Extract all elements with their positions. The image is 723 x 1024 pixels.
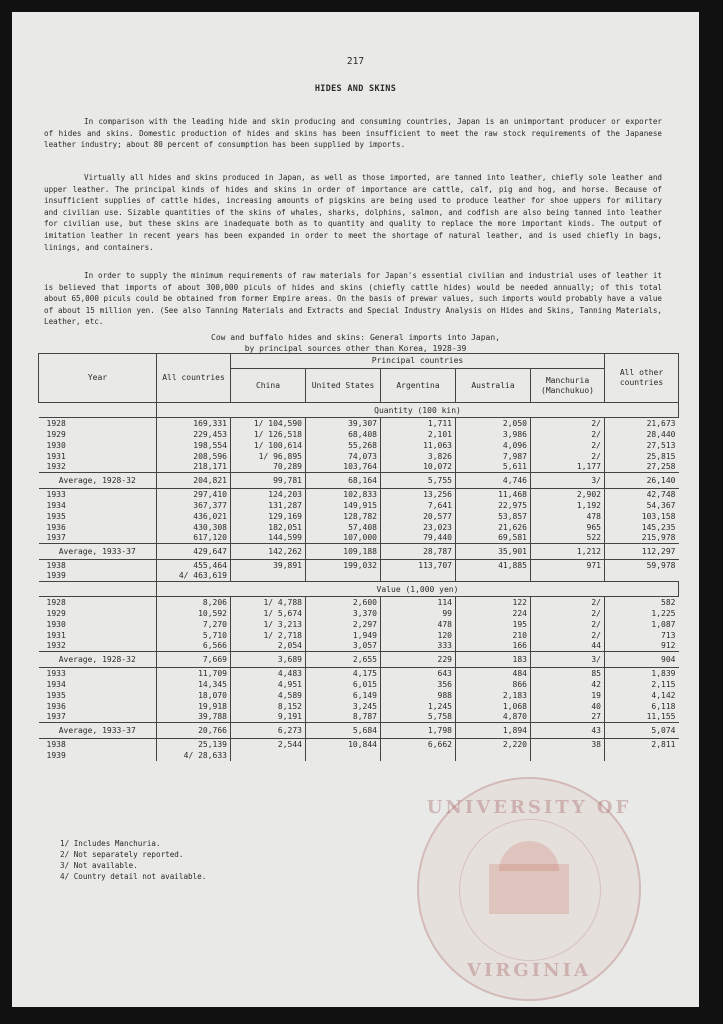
cell-us: 3,370	[306, 608, 381, 619]
row-year: 1935	[39, 690, 157, 701]
cell-arg: 5,758	[381, 712, 456, 723]
cell-man: 2,902	[531, 489, 605, 500]
table-row	[39, 668, 679, 679]
header-year: Year	[39, 354, 157, 403]
cell-aus: 53,857	[456, 511, 531, 522]
cell-man: 965	[531, 522, 605, 533]
table-row	[39, 418, 679, 429]
cell-other: 27,258	[605, 462, 679, 473]
cell-us: 10,844	[306, 739, 381, 750]
table-row	[39, 641, 679, 652]
cell-aus: 3,986	[456, 429, 531, 440]
cell-arg: 28,787	[381, 544, 456, 560]
cell-us: 2,297	[306, 619, 381, 630]
table-row	[39, 429, 679, 440]
cell-arg: 2,101	[381, 429, 456, 440]
cell-arg: 478	[381, 619, 456, 630]
cell-china: 3,689	[231, 652, 306, 668]
cell-us: 1,949	[306, 630, 381, 641]
cell-arg: 229	[381, 652, 456, 668]
cell-aus: 4,096	[456, 440, 531, 451]
cell-all: 169,331	[157, 418, 231, 429]
cell-other: 1,087	[605, 619, 679, 630]
cell-us: 3,057	[306, 641, 381, 652]
cell-aus: 183	[456, 652, 531, 668]
cell-arg	[381, 750, 456, 761]
section-row	[39, 582, 679, 597]
cell-man: 1,177	[531, 462, 605, 473]
header-all-other: All other countries	[605, 354, 679, 403]
cell-china: 1/ 4,788	[231, 597, 306, 608]
cell-all: 617,120	[157, 533, 231, 544]
cell-other: 713	[605, 630, 679, 641]
row-year: 1936	[39, 522, 157, 533]
cell-man	[531, 750, 605, 761]
cell-man: 40	[531, 701, 605, 712]
cell-aus: 2,183	[456, 690, 531, 701]
cell-aus: 866	[456, 679, 531, 690]
cell-arg: 7,641	[381, 500, 456, 511]
cell-all: 455,464	[157, 560, 231, 571]
table-row	[39, 522, 679, 533]
row-year: 1932	[39, 641, 157, 652]
cell-all: 14,345	[157, 679, 231, 690]
cell-aus: 484	[456, 668, 531, 679]
cell-us: 6,149	[306, 690, 381, 701]
cell-man: 38	[531, 739, 605, 750]
cell-arg: 113,707	[381, 560, 456, 571]
cell-us: 39,307	[306, 418, 381, 429]
table-row	[39, 750, 679, 761]
seal-top-text: UNIVERSITY OF	[426, 797, 632, 818]
cell-other: 1,225	[605, 608, 679, 619]
cell-china: 1/ 3,213	[231, 619, 306, 630]
cell-man: 1,192	[531, 500, 605, 511]
footnote: 1/ Includes Manchuria.	[60, 839, 161, 848]
cell-other: 42,748	[605, 489, 679, 500]
cell-arg: 356	[381, 679, 456, 690]
cell-china: 1/ 5,674	[231, 608, 306, 619]
cell-us: 68,164	[306, 473, 381, 489]
cell-us: 2,600	[306, 597, 381, 608]
table-row	[39, 608, 679, 619]
cell-us: 8,787	[306, 712, 381, 723]
cell-china: 39,891	[231, 560, 306, 571]
table-row	[39, 511, 679, 522]
row-year: 1933	[39, 489, 157, 500]
cell-man: 19	[531, 690, 605, 701]
cell-man: 2/	[531, 630, 605, 641]
cell-aus: 1,894	[456, 723, 531, 739]
row-year: Average, 1928-32	[39, 473, 157, 489]
cell-aus: 41,885	[456, 560, 531, 571]
row-year: 1938	[39, 560, 157, 571]
cell-man: 2/	[531, 608, 605, 619]
cell-other: 4,142	[605, 690, 679, 701]
university-seal-watermark	[417, 777, 641, 1001]
cell-all: 4/ 463,619	[157, 571, 231, 582]
header-australia: Australia	[456, 369, 531, 403]
row-year: 1936	[39, 701, 157, 712]
row-year: 1930	[39, 440, 157, 451]
table-row	[39, 533, 679, 544]
cell-other: 26,140	[605, 473, 679, 489]
cell-all: 4/ 28,633	[157, 750, 231, 761]
cell-china	[231, 750, 306, 761]
cell-all: 367,377	[157, 500, 231, 511]
cell-china: 2,544	[231, 739, 306, 750]
table-row	[39, 451, 679, 462]
cell-us: 6,015	[306, 679, 381, 690]
cell-aus: 22,975	[456, 500, 531, 511]
cell-us: 3,245	[306, 701, 381, 712]
cell-us	[306, 750, 381, 761]
cell-other: 215,978	[605, 533, 679, 544]
cell-china: 4,483	[231, 668, 306, 679]
cell-aus: 7,987	[456, 451, 531, 462]
cell-china: 1/ 2,718	[231, 630, 306, 641]
cell-china: 8,152	[231, 701, 306, 712]
table-caption-line1: Cow and buffalo hides and skins: General imports into Japan,	[211, 333, 500, 342]
cell-us: 102,833	[306, 489, 381, 500]
cell-us: 74,073	[306, 451, 381, 462]
row-year: 1934	[39, 500, 157, 511]
cell-us: 55,268	[306, 440, 381, 451]
cell-arg: 5,755	[381, 473, 456, 489]
average-row	[39, 544, 679, 560]
cell-arg: 1,245	[381, 701, 456, 712]
page-title: HIDES AND SKINS	[314, 84, 397, 94]
cell-china: 1/ 126,518	[231, 429, 306, 440]
document-page	[12, 12, 699, 1007]
cell-arg: 333	[381, 641, 456, 652]
cell-arg: 20,577	[381, 511, 456, 522]
cell-aus: 2,050	[456, 418, 531, 429]
row-year: 1931	[39, 630, 157, 641]
cell-aus	[456, 571, 531, 582]
cell-china: 142,262	[231, 544, 306, 560]
cell-other: 25,815	[605, 451, 679, 462]
cell-other: 103,158	[605, 511, 679, 522]
row-year: Average, 1928-32	[39, 652, 157, 668]
row-year: 1931	[39, 451, 157, 462]
cell-all: 11,709	[157, 668, 231, 679]
cell-aus	[456, 750, 531, 761]
cell-arg: 643	[381, 668, 456, 679]
cell-man: 2/	[531, 597, 605, 608]
row-year: 1939	[39, 750, 157, 761]
cell-aus: 4,746	[456, 473, 531, 489]
cell-arg: 11,063	[381, 440, 456, 451]
cell-man: 1,212	[531, 544, 605, 560]
cell-arg: 3,826	[381, 451, 456, 462]
cell-aus: 122	[456, 597, 531, 608]
cell-arg: 120	[381, 630, 456, 641]
row-year: 1934	[39, 679, 157, 690]
cell-us: 4,175	[306, 668, 381, 679]
footnote: 3/ Not available.	[60, 861, 138, 870]
cell-man: 522	[531, 533, 605, 544]
cell-all: 204,821	[157, 473, 231, 489]
cell-all: 436,021	[157, 511, 231, 522]
cell-all: 208,596	[157, 451, 231, 462]
cell-china: 182,051	[231, 522, 306, 533]
row-year: 1932	[39, 462, 157, 473]
cell-arg: 99	[381, 608, 456, 619]
cell-us: 68,408	[306, 429, 381, 440]
cell-man: 42	[531, 679, 605, 690]
cell-man: 2/	[531, 451, 605, 462]
cell-man: 2/	[531, 619, 605, 630]
cell-man: 27	[531, 712, 605, 723]
cell-all: 6,566	[157, 641, 231, 652]
row-year: 1933	[39, 668, 157, 679]
cell-man: 2/	[531, 440, 605, 451]
cell-other: 6,118	[605, 701, 679, 712]
table-row	[39, 701, 679, 712]
cell-us	[306, 571, 381, 582]
cell-other: 1,839	[605, 668, 679, 679]
cell-other: 28,440	[605, 429, 679, 440]
cell-other: 2,115	[605, 679, 679, 690]
average-row	[39, 652, 679, 668]
cell-us: 199,032	[306, 560, 381, 571]
cell-all: 7,669	[157, 652, 231, 668]
header-united-states: United States	[306, 369, 381, 403]
imports-table	[38, 353, 679, 761]
footnotes	[60, 838, 206, 882]
cell-aus: 21,626	[456, 522, 531, 533]
cell-all: 20,766	[157, 723, 231, 739]
cell-china: 9,191	[231, 712, 306, 723]
cell-aus: 2,220	[456, 739, 531, 750]
row-year: 1937	[39, 533, 157, 544]
cell-man: 478	[531, 511, 605, 522]
section-value-label: Value (1,000 yen)	[157, 582, 679, 597]
cell-man: 3/	[531, 652, 605, 668]
cell-us: 128,782	[306, 511, 381, 522]
header-principal-countries: Principal countries	[231, 354, 605, 369]
header-argentina: Argentina	[381, 369, 456, 403]
cell-all: 18,070	[157, 690, 231, 701]
cell-aus: 35,901	[456, 544, 531, 560]
row-year: 1935	[39, 511, 157, 522]
cell-arg: 988	[381, 690, 456, 701]
cell-man: 44	[531, 641, 605, 652]
cell-aus: 166	[456, 641, 531, 652]
cell-arg: 23,023	[381, 522, 456, 533]
cell-us: 103,764	[306, 462, 381, 473]
cell-other: 582	[605, 597, 679, 608]
cell-arg: 79,440	[381, 533, 456, 544]
cell-arg	[381, 571, 456, 582]
cell-arg: 10,072	[381, 462, 456, 473]
cell-arg: 6,662	[381, 739, 456, 750]
cell-man: 971	[531, 560, 605, 571]
cell-other: 904	[605, 652, 679, 668]
cell-all: 198,554	[157, 440, 231, 451]
cell-china	[231, 571, 306, 582]
row-year: 1930	[39, 619, 157, 630]
cell-china: 131,287	[231, 500, 306, 511]
cell-other: 11,155	[605, 712, 679, 723]
cell-other	[605, 750, 679, 761]
cell-aus: 69,581	[456, 533, 531, 544]
table-row	[39, 679, 679, 690]
cell-other	[605, 571, 679, 582]
cell-all: 8,206	[157, 597, 231, 608]
row-year: 1928	[39, 418, 157, 429]
value-section	[39, 582, 679, 761]
row-year: 1928	[39, 597, 157, 608]
cell-all: 39,788	[157, 712, 231, 723]
cell-china: 1/ 100,614	[231, 440, 306, 451]
seal-bottom-text: VIRGINIA	[467, 960, 591, 981]
cell-china: 99,781	[231, 473, 306, 489]
cell-us: 149,915	[306, 500, 381, 511]
cell-us: 109,188	[306, 544, 381, 560]
page-number: 217	[346, 56, 365, 67]
paragraph-3: In order to supply the minimum requirements of raw materials for Japan's essential civilian and industrial uses of leather it is believed that imports of about 300,000 piculs of hides and skins (chiefly cattle hides) would be needed annually; of this total about 65,000 piculs could be obtained from former Empire areas. On the basis of prewar values, such imports would probably have a value of about 15 million yen. (See also Tanning Materials and Extracts and Special Industry Analysis on Hides and Skins, Tanning Materials, Leather, etc.	[44, 271, 662, 327]
cell-arg: 1,798	[381, 723, 456, 739]
table-row	[39, 571, 679, 582]
row-year: 1937	[39, 712, 157, 723]
cell-other: 54,367	[605, 500, 679, 511]
cell-arg: 1,711	[381, 418, 456, 429]
quantity-section	[39, 403, 679, 582]
cell-all: 430,308	[157, 522, 231, 533]
paragraph-2: Virtually all hides and skins produced in Japan, as well as those imported, are tanned into leather, chiefly sole leather and upper leather. The principal kinds of hides and skins in order of importance are cattle, calf, pig and hog, and horse. Because of insufficient supplies of cattle hides, increasing amounts of pigskins are being used to produce leather for shoe uppers for military and civilian use. Sizable quantities of the skins of whales, sharks, dolphins, salmon, and codfish are also being tanned into leather for civilian use, but these skins are inadequate both as to quantity and quality to replace the more important kinds. The output of imitation leather in recent years has been expanded in order to meet the shortage of natural leather, and is used chiefly in bags, linings, and containers.	[44, 173, 662, 252]
average-row	[39, 473, 679, 489]
cell-man: 2/	[531, 418, 605, 429]
cell-all: 10,592	[157, 608, 231, 619]
table-row	[39, 500, 679, 511]
cell-us: 5,684	[306, 723, 381, 739]
row-year: Average, 1933-37	[39, 723, 157, 739]
cell-china: 144,599	[231, 533, 306, 544]
cell-all: 229,453	[157, 429, 231, 440]
row-year: 1929	[39, 608, 157, 619]
table-row	[39, 630, 679, 641]
section-quantity-label: Quantity (100 kin)	[157, 403, 679, 418]
cell-man	[531, 571, 605, 582]
cell-aus: 11,468	[456, 489, 531, 500]
cell-man: 3/	[531, 473, 605, 489]
cell-other: 59,978	[605, 560, 679, 571]
cell-aus: 1,068	[456, 701, 531, 712]
row-year: 1929	[39, 429, 157, 440]
cell-arg: 114	[381, 597, 456, 608]
cell-other: 112,297	[605, 544, 679, 560]
cell-aus: 224	[456, 608, 531, 619]
cell-aus: 195	[456, 619, 531, 630]
cell-all: 25,139	[157, 739, 231, 750]
header-all-countries: All countries	[157, 354, 231, 403]
cell-man: 43	[531, 723, 605, 739]
cell-china: 124,203	[231, 489, 306, 500]
cell-china: 2,054	[231, 641, 306, 652]
cell-other: 5,074	[605, 723, 679, 739]
cell-aus: 4,870	[456, 712, 531, 723]
cell-us: 2,655	[306, 652, 381, 668]
cell-all: 7,270	[157, 619, 231, 630]
table-row	[39, 560, 679, 571]
footnote: 4/ Country detail not available.	[60, 872, 207, 881]
cell-man: 85	[531, 668, 605, 679]
cell-all: 19,918	[157, 701, 231, 712]
table-caption-line2: by principal sources other than Korea, 1928-39	[244, 344, 467, 353]
table-row	[39, 489, 679, 500]
footnote: 2/ Not separately reported.	[60, 850, 184, 859]
cell-all: 429,647	[157, 544, 231, 560]
table-row	[39, 440, 679, 451]
cell-man: 2/	[531, 429, 605, 440]
cell-other: 145,235	[605, 522, 679, 533]
cell-china: 1/ 104,590	[231, 418, 306, 429]
table-row	[39, 690, 679, 701]
cell-all: 218,171	[157, 462, 231, 473]
cell-aus: 5,611	[456, 462, 531, 473]
cell-other: 2,811	[605, 739, 679, 750]
average-row	[39, 723, 679, 739]
cell-china: 70,289	[231, 462, 306, 473]
cell-arg: 13,256	[381, 489, 456, 500]
row-year: 1939	[39, 571, 157, 582]
header-manchuria: Manchuria (Manchukuo)	[531, 369, 605, 403]
paragraph-1: In comparison with the leading hide and skin producing and consuming countries, Japan is an unimportant producer or exporter of hides and skins. Domestic production of hides and skins has been insufficient to meet the raw stock requirements of the Japanese leather industry; about 80 percent of consumption has been supplied by imports.	[44, 117, 662, 150]
cell-china: 4,589	[231, 690, 306, 701]
row-year: 1938	[39, 739, 157, 750]
cell-other: 27,513	[605, 440, 679, 451]
table-row	[39, 462, 679, 473]
cell-other: 912	[605, 641, 679, 652]
cell-all: 297,410	[157, 489, 231, 500]
table-row	[39, 597, 679, 608]
cell-china: 1/ 96,895	[231, 451, 306, 462]
cell-us: 57,408	[306, 522, 381, 533]
header-china: China	[231, 369, 306, 403]
table-row	[39, 712, 679, 723]
cell-china: 129,169	[231, 511, 306, 522]
row-year: Average, 1933-37	[39, 544, 157, 560]
cell-aus: 210	[456, 630, 531, 641]
cell-china: 4,951	[231, 679, 306, 690]
table-row	[39, 739, 679, 750]
cell-all: 5,710	[157, 630, 231, 641]
cell-us: 107,000	[306, 533, 381, 544]
cell-china: 6,273	[231, 723, 306, 739]
cell-other: 21,673	[605, 418, 679, 429]
section-row	[39, 403, 679, 418]
table-row	[39, 619, 679, 630]
